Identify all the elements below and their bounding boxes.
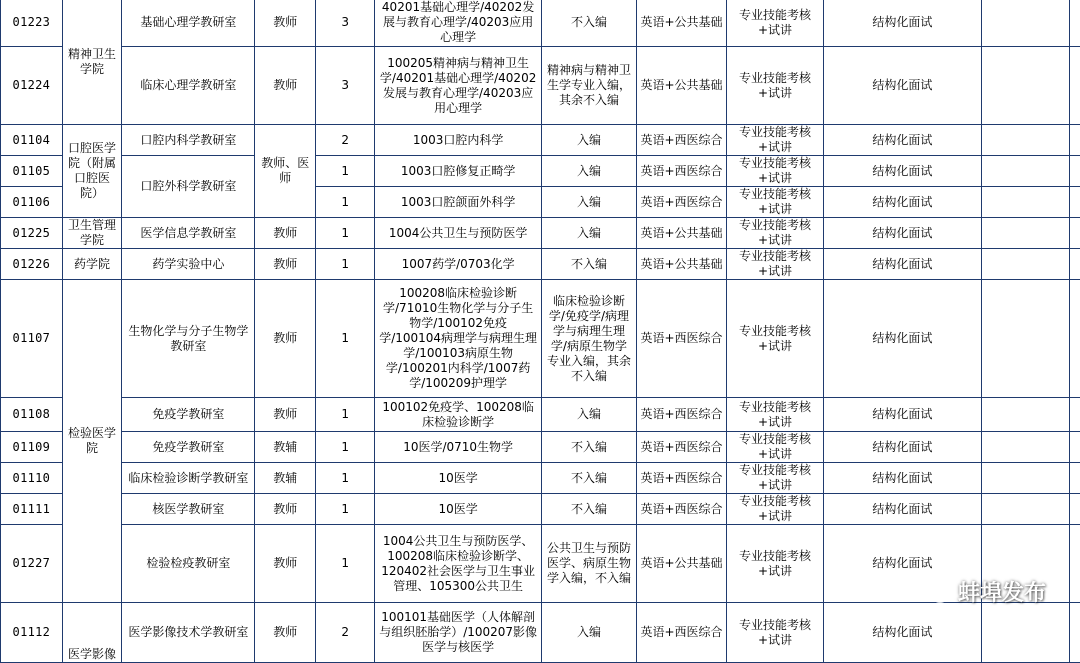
headcount-cell: 1: [316, 525, 375, 603]
major-cell: 100101基础医学（人体解剖与组织胚胎学）/100207影像医学与核医学: [375, 603, 542, 663]
major-cell: 1004公共卫生与预防医学、100208临床检验诊断学、120402社会医学与卫生事业管理、105300公共卫生: [375, 525, 542, 603]
exam-subject-cell: 英语+西医综合: [636, 125, 726, 156]
college-cell: 卫生管理学院: [62, 218, 122, 249]
headcount-cell: 1: [316, 398, 375, 432]
headcount-cell: 1: [316, 463, 375, 494]
skill-assessment-cell: 专业技能考核+试讲: [727, 525, 824, 603]
staffing-cell: 入编: [541, 187, 636, 218]
skill-assessment-cell: 专业技能考核+试讲: [727, 249, 824, 280]
staffing-cell: 不入编: [541, 249, 636, 280]
skill-assessment-cell: 专业技能考核+试讲: [727, 125, 824, 156]
major-cell: 10医学: [375, 463, 542, 494]
staffing-cell: 入编: [541, 603, 636, 663]
interview-cell: 结构化面试: [823, 494, 981, 525]
empty-cell: [981, 218, 1070, 249]
empty-cell: [981, 432, 1070, 463]
staffing-cell: 入编: [541, 125, 636, 156]
department-cell: 医学信息学教研室: [122, 218, 255, 249]
post-code: 01224: [1, 47, 63, 125]
empty-cell: [981, 125, 1070, 156]
interview-cell: 结构化面试: [823, 218, 981, 249]
headcount-cell: 1: [316, 249, 375, 280]
empty-cell: [1070, 525, 1080, 603]
post-code: 01109: [1, 432, 63, 463]
exam-subject-cell: 英语+公共基础: [636, 0, 726, 47]
interview-cell: 结构化面试: [823, 280, 981, 398]
position-type-cell: 教师: [255, 280, 316, 398]
empty-cell: [1070, 398, 1080, 432]
interview-cell: 结构化面试: [823, 125, 981, 156]
major-cell: 10医学/0710生物学: [375, 432, 542, 463]
college-cell: 精神卫生学院: [62, 0, 122, 125]
major-cell: 1003口腔颌面外科学: [375, 187, 542, 218]
skill-assessment-cell: 专业技能考核+试讲: [727, 187, 824, 218]
department-cell: 口腔外科学教研室: [122, 156, 255, 218]
empty-cell: [1070, 0, 1080, 47]
empty-cell: [981, 156, 1070, 187]
empty-cell: [1070, 125, 1080, 156]
staffing-cell: 临床检验诊断学/免疫学/病理学与病理生理学/病原生物学专业入编，其余不入编: [541, 280, 636, 398]
headcount-cell: 1: [316, 280, 375, 398]
table-row: [1, 218, 1080, 249]
department-cell: 药学实验中心: [122, 249, 255, 280]
headcount-cell: 1: [316, 218, 375, 249]
department-cell: 核医学教研室: [122, 494, 255, 525]
wechat-icon: [918, 577, 952, 605]
skill-assessment-cell: 专业技能考核+试讲: [727, 494, 824, 525]
interview-cell: 结构化面试: [823, 47, 981, 125]
department-cell: 检验检疫教研室: [122, 525, 255, 603]
empty-cell: [981, 249, 1070, 280]
position-type-cell: 教师: [255, 249, 316, 280]
skill-assessment-cell: 专业技能考核+试讲: [727, 280, 824, 398]
major-cell: 10医学: [375, 494, 542, 525]
post-code: 01104: [1, 125, 63, 156]
empty-cell: [1070, 249, 1080, 280]
position-type-cell: 教师: [255, 218, 316, 249]
skill-assessment-cell: 专业技能考核+试讲: [727, 603, 824, 663]
empty-cell: [981, 47, 1070, 125]
major-cell: 100102免疫学、100208临床检验诊断学: [375, 398, 542, 432]
department-cell: 口腔内科学教研室: [122, 125, 255, 156]
empty-cell: [981, 0, 1070, 47]
major-cell: 100205精神病与精神卫生学/40201基础心理学/40202发展与教育心理学/40203应用心理学: [375, 47, 542, 125]
position-type-cell: 教师: [255, 0, 316, 47]
table-row: [1, 249, 1080, 280]
post-code: 01111: [1, 494, 63, 525]
major-cell: 1003口腔修复正畸学: [375, 156, 542, 187]
headcount-cell: 1: [316, 187, 375, 218]
exam-subject-cell: 英语+西医综合: [636, 280, 726, 398]
skill-assessment-cell: 专业技能考核+试讲: [727, 0, 824, 47]
department-cell: 医学影像技术学教研室: [122, 603, 255, 663]
post-code: 01225: [1, 218, 63, 249]
position-type-cell: 教师: [255, 47, 316, 125]
empty-cell: [981, 187, 1070, 218]
post-code: 01105: [1, 156, 63, 187]
interview-cell: 结构化面试: [823, 0, 981, 47]
position-type-cell: 教师: [255, 494, 316, 525]
exam-subject-cell: 英语+西医综合: [636, 463, 726, 494]
exam-subject-cell: 英语+西医综合: [636, 398, 726, 432]
major-cell: 40201基础心理学/40202发展与教育心理学/40203应用心理学: [375, 0, 542, 47]
skill-assessment-cell: 专业技能考核+试讲: [727, 156, 824, 187]
post-code: 01226: [1, 249, 63, 280]
interview-cell: 结构化面试: [823, 156, 981, 187]
staffing-cell: 入编: [541, 398, 636, 432]
table-row: [1, 280, 1080, 398]
table-row: [1, 432, 1080, 463]
table-row: [1, 398, 1080, 432]
college-cell: 医学影像: [62, 603, 122, 663]
post-code: 01106: [1, 187, 63, 218]
position-type-cell: 教师: [255, 525, 316, 603]
major-cell: 1007药学/0703化学: [375, 249, 542, 280]
headcount-cell: 1: [316, 494, 375, 525]
exam-subject-cell: 英语+西医综合: [636, 432, 726, 463]
empty-cell: [1070, 218, 1080, 249]
empty-cell: [1070, 156, 1080, 187]
position-type-cell: 教辅: [255, 432, 316, 463]
post-code: 01107: [1, 280, 63, 398]
headcount-cell: 1: [316, 432, 375, 463]
skill-assessment-cell: 专业技能考核+试讲: [727, 398, 824, 432]
exam-subject-cell: 英语+西医综合: [636, 603, 726, 663]
exam-subject-cell: 英语+公共基础: [636, 218, 726, 249]
table-row: [1, 0, 1080, 47]
empty-cell: [1070, 187, 1080, 218]
staffing-cell: 不入编: [541, 0, 636, 47]
department-cell: 免疫学教研室: [122, 398, 255, 432]
exam-subject-cell: 英语+西医综合: [636, 494, 726, 525]
position-type-cell: 教辅: [255, 463, 316, 494]
major-cell: 1003口腔内科学: [375, 125, 542, 156]
position-type-cell: 教师、医师: [255, 125, 316, 218]
empty-cell: [981, 280, 1070, 398]
department-cell: 免疫学教研室: [122, 432, 255, 463]
exam-subject-cell: 英语+公共基础: [636, 525, 726, 603]
post-code: 01108: [1, 398, 63, 432]
department-cell: 基础心理学教研室: [122, 0, 255, 47]
exam-subject-cell: 英语+公共基础: [636, 249, 726, 280]
table-row: [1, 156, 1080, 187]
empty-cell: [981, 494, 1070, 525]
staffing-cell: 入编: [541, 218, 636, 249]
empty-cell: [981, 463, 1070, 494]
college-cell: 药学院: [62, 249, 122, 280]
empty-cell: [981, 603, 1070, 663]
skill-assessment-cell: 专业技能考核+试讲: [727, 463, 824, 494]
empty-cell: [1070, 47, 1080, 125]
exam-subject-cell: 英语+西医综合: [636, 187, 726, 218]
staffing-cell: 精神病与精神卫生学专业入编，其余不入编: [541, 47, 636, 125]
major-cell: 1004公共卫生与预防医学: [375, 218, 542, 249]
headcount-cell: 2: [316, 125, 375, 156]
skill-assessment-cell: 专业技能考核+试讲: [727, 432, 824, 463]
interview-cell: 结构化面试: [823, 463, 981, 494]
post-code: 01110: [1, 463, 63, 494]
college-cell: 检验医学院: [62, 280, 122, 603]
watermark: [918, 575, 1046, 607]
skill-assessment-cell: 专业技能考核+试讲: [727, 47, 824, 125]
watermark-text: 蚌埠发布: [958, 576, 1046, 607]
interview-cell: 结构化面试: [823, 398, 981, 432]
interview-cell: 结构化面试: [823, 187, 981, 218]
empty-cell: [1070, 280, 1080, 398]
interview-cell: 结构化面试: [823, 432, 981, 463]
table-row: [1, 47, 1080, 125]
table-row: [1, 494, 1080, 525]
table-row: [1, 125, 1080, 156]
empty-cell: [1070, 494, 1080, 525]
exam-subject-cell: 英语+西医综合: [636, 156, 726, 187]
department-cell: 临床心理学教研室: [122, 47, 255, 125]
empty-cell: [1070, 432, 1080, 463]
post-code: 01223: [1, 0, 63, 47]
staffing-cell: 不入编: [541, 432, 636, 463]
table-row: [1, 603, 1080, 663]
post-code: 01227: [1, 525, 63, 603]
position-type-cell: 教师: [255, 398, 316, 432]
headcount-cell: 2: [316, 603, 375, 663]
department-cell: 生物化学与分子生物学教研室: [122, 280, 255, 398]
empty-cell: [981, 398, 1070, 432]
table-row: [1, 463, 1080, 494]
staffing-cell: 入编: [541, 156, 636, 187]
position-type-cell: 教师: [255, 603, 316, 663]
major-cell: 100208临床检验诊断学/71010生物化学与分子生物学/100102免疫学/100104病理学与病理生理学/100103病原生物学/100201内科学/1007药学/100209护理学: [375, 280, 542, 398]
empty-cell: [1070, 603, 1080, 663]
post-code: 01112: [1, 603, 63, 663]
headcount-cell: 1: [316, 156, 375, 187]
interview-cell: 结构化面试: [823, 603, 981, 663]
headcount-cell: 3: [316, 0, 375, 47]
staffing-cell: 不入编: [541, 463, 636, 494]
skill-assessment-cell: 专业技能考核+试讲: [727, 218, 824, 249]
exam-subject-cell: 英语+公共基础: [636, 47, 726, 125]
department-cell: 临床检验诊断学教研室: [122, 463, 255, 494]
empty-cell: [1070, 463, 1080, 494]
interview-cell: 结构化面试: [823, 525, 981, 603]
headcount-cell: 3: [316, 47, 375, 125]
staffing-cell: 不入编: [541, 494, 636, 525]
staffing-cell: 公共卫生与预防医学、病原生物学入编，不入编: [541, 525, 636, 603]
college-cell: 口腔医学院（附属口腔医院）: [62, 125, 122, 218]
interview-cell: 结构化面试: [823, 249, 981, 280]
